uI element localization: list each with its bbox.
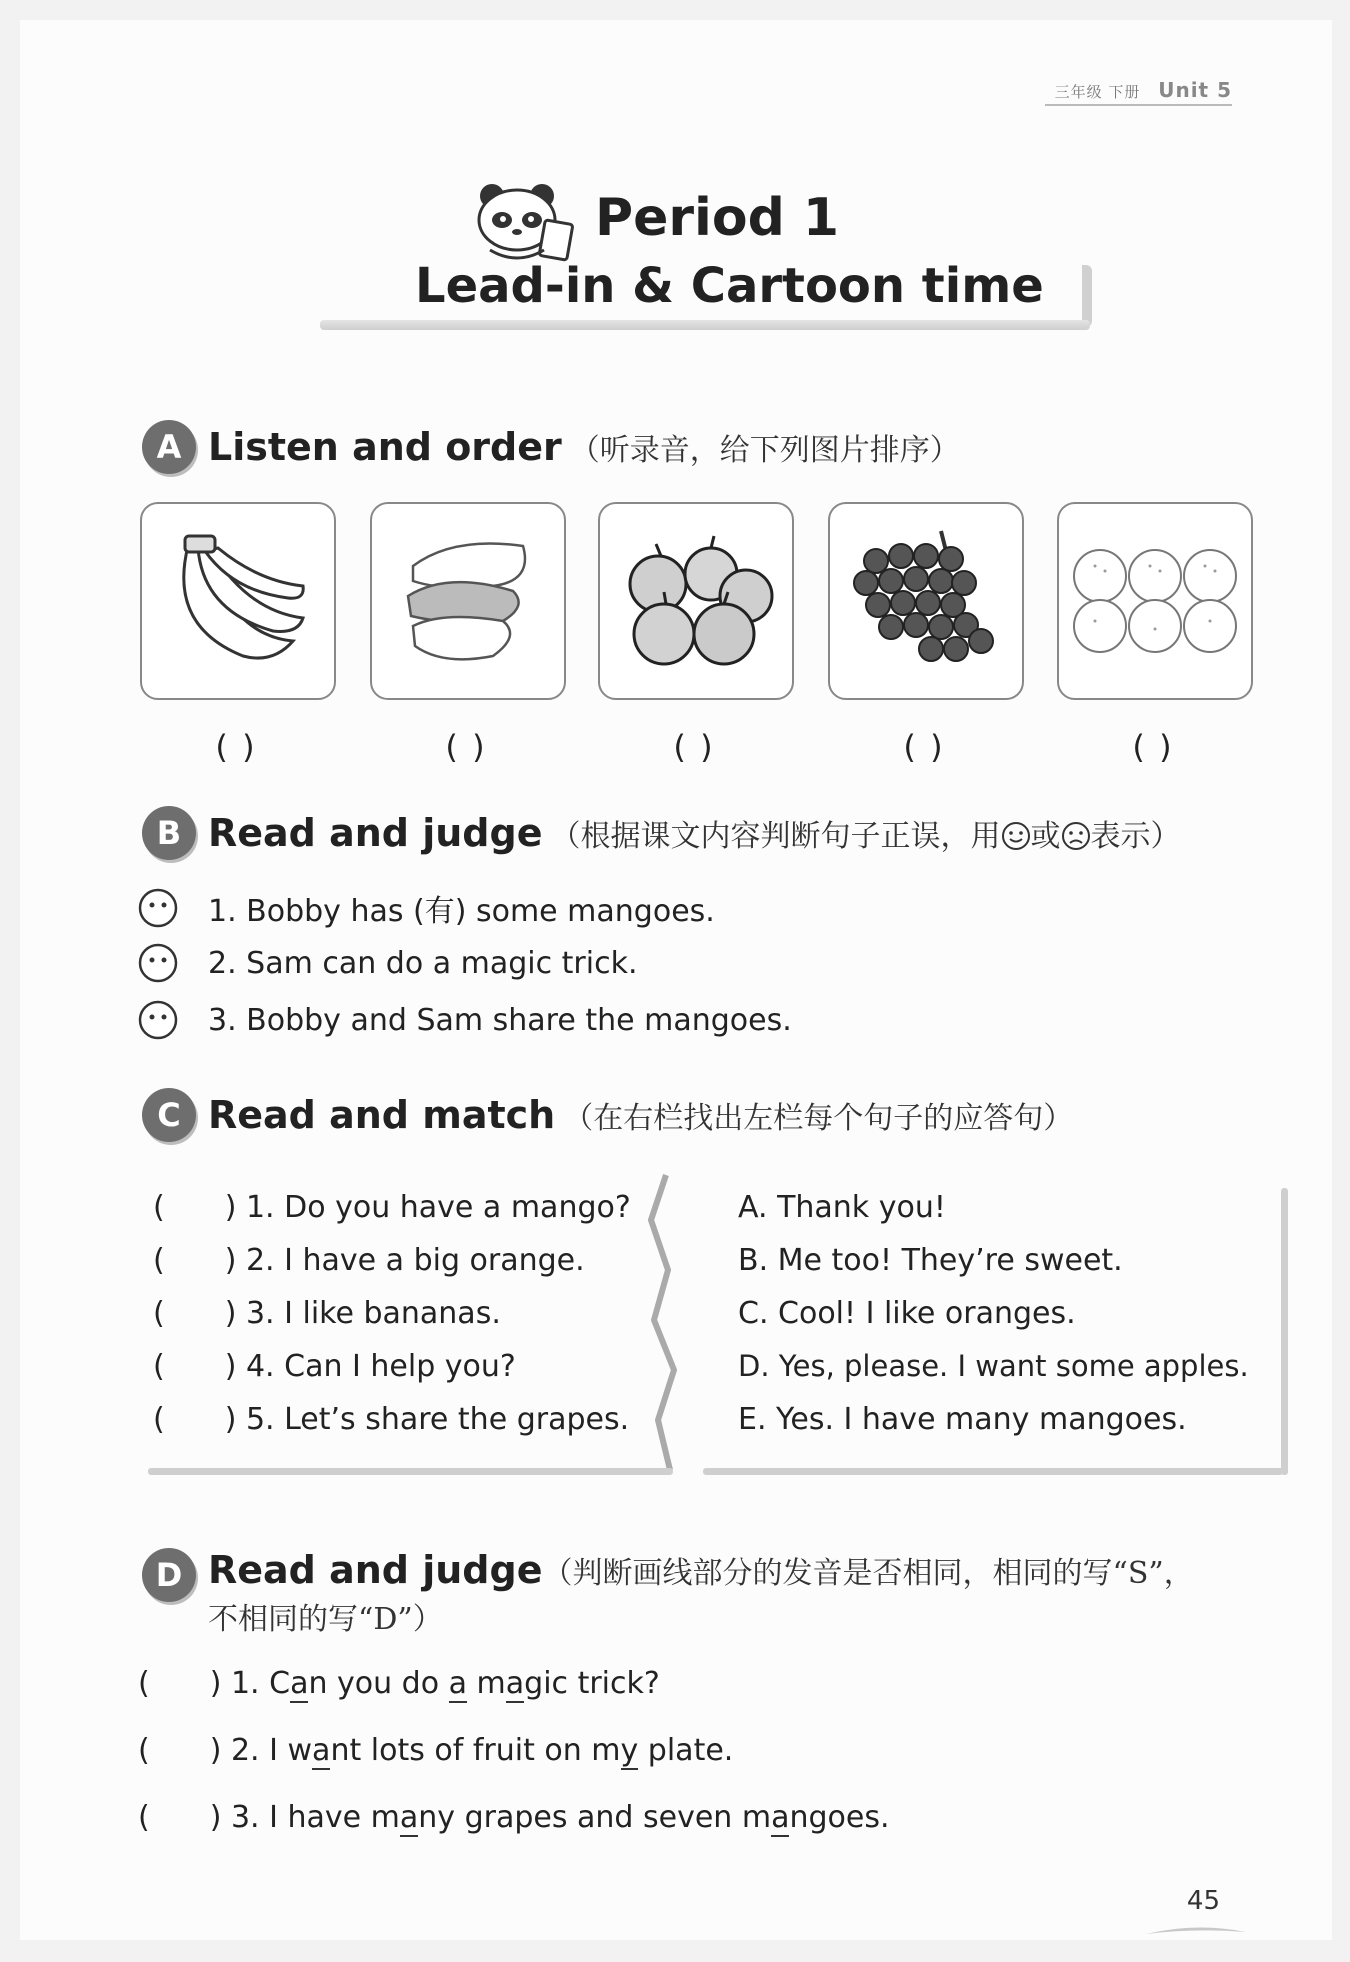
- sound-item-3[interactable]: [138, 1800, 890, 1835]
- section-d-badge: D: [142, 1548, 196, 1602]
- lesson-subtitle: Lead-in & Cartoon time: [415, 258, 1044, 314]
- match-left-item-3[interactable]: [153, 1296, 501, 1331]
- section-b-note-before: （根据课文内容判断句子正误，用: [550, 819, 1001, 854]
- match-left-item-5[interactable]: [153, 1402, 629, 1437]
- title-underline: [320, 320, 1090, 330]
- section-d-heading: [142, 1548, 1194, 1638]
- banana-icon: [163, 526, 313, 676]
- section-b-heading: [142, 806, 1181, 860]
- blank-paren: (: [138, 1666, 150, 1701]
- answer-blank[interactable]: ( ): [215, 728, 257, 766]
- section-c-title: Read and match: [208, 1093, 556, 1137]
- match-right-item-e: E. Yes. I have many mangoes.: [738, 1402, 1187, 1437]
- text-part: C: [269, 1666, 291, 1701]
- title-frame-corner: [1082, 265, 1092, 327]
- blank-paren: (: [153, 1296, 165, 1331]
- judge-item-2: [138, 943, 637, 983]
- page-number: 45: [1186, 1886, 1220, 1916]
- workbook-page: [20, 20, 1332, 1940]
- section-c-badge: C: [142, 1088, 196, 1142]
- item-prefix: ) 2.: [209, 1733, 270, 1768]
- match-right-item-c: C. Cool! I like oranges.: [738, 1296, 1076, 1331]
- item-prefix: ) 3.: [209, 1800, 270, 1835]
- match-left-text: ) 5. Let’s share the grapes.: [224, 1402, 630, 1437]
- judge-statement: 1. Bobby has (有) some mangoes.: [208, 894, 715, 929]
- header-tag: [1045, 78, 1232, 106]
- match-left-item-2[interactable]: [153, 1243, 585, 1278]
- answer-blank[interactable]: ( ): [1132, 728, 1174, 766]
- match-left-text: ) 4. Can I help you?: [224, 1349, 516, 1384]
- answer-blank[interactable]: ( ): [445, 728, 487, 766]
- unit-label: Unit 5: [1158, 78, 1232, 102]
- blank-paren: (: [153, 1190, 165, 1225]
- zigzag-divider: [646, 1170, 696, 1480]
- text-part: I w: [269, 1733, 313, 1768]
- underlined-letter: a: [399, 1800, 419, 1835]
- section-c-note: （在右栏找出左栏每个句子的应答句）: [563, 1101, 1074, 1136]
- underlined-letter: a: [312, 1733, 331, 1768]
- picture-card-grapes: [828, 502, 1024, 700]
- text-part: I have m: [269, 1800, 400, 1835]
- section-b-badge: B: [142, 806, 196, 860]
- orange-icon: [1065, 541, 1245, 661]
- apple-icon: [616, 526, 776, 676]
- section-a-title: Listen and order: [208, 425, 562, 469]
- blank-paren: (: [153, 1349, 165, 1384]
- section-d-note-line1: （判断画线部分的发音是否相同，相同的写“S”，: [542, 1556, 1194, 1591]
- picture-card-apples: [598, 502, 794, 700]
- underlined-letter: a: [505, 1666, 525, 1701]
- section-c-heading: [142, 1088, 1073, 1142]
- section-a-badge: A: [142, 420, 196, 474]
- underlined-letter: y: [620, 1733, 639, 1768]
- match-right-edge: [1281, 1188, 1288, 1475]
- match-left-item-1[interactable]: [153, 1190, 631, 1225]
- section-b-title: Read and judge: [208, 811, 543, 855]
- section-d-note-line2: 不相同的写“D”）: [208, 1602, 443, 1637]
- match-left-border: [148, 1468, 673, 1475]
- underlined-letter: a: [771, 1800, 790, 1835]
- match-left-text: ) 1. Do you have a mango?: [224, 1190, 631, 1225]
- section-d-title: Read and judge: [208, 1548, 543, 1592]
- blank-face-icon[interactable]: [138, 943, 178, 983]
- blank-paren: (: [138, 1800, 150, 1835]
- section-d-text: [208, 1548, 1194, 1638]
- underlined-letter: a: [448, 1666, 468, 1701]
- period-title: Period 1: [595, 188, 840, 248]
- grapes-icon: [846, 521, 1006, 681]
- section-a-note: （听录音，给下列图片排序）: [569, 433, 960, 468]
- picture-card-mangoes: [370, 502, 566, 700]
- answer-blank[interactable]: ( ): [673, 728, 715, 766]
- text-part: m: [467, 1666, 506, 1701]
- text-part: nt lots of fruit on m: [330, 1733, 621, 1768]
- underlined-letter: a: [290, 1666, 309, 1701]
- picture-card-oranges: [1057, 502, 1253, 700]
- sound-item-1[interactable]: [138, 1666, 660, 1701]
- sound-item-2[interactable]: [138, 1733, 733, 1768]
- judge-statement: 2. Sam can do a magic trick.: [208, 945, 638, 981]
- sad-face-icon: [1061, 821, 1091, 851]
- blank-face-icon[interactable]: [138, 888, 178, 928]
- match-left-text: ) 2. I have a big orange.: [224, 1243, 585, 1278]
- text-part: ngoes.: [789, 1800, 890, 1835]
- panda-mascot-icon: [470, 180, 580, 270]
- match-exercise: [148, 1170, 1288, 1490]
- match-right-item-b: B. Me too! They’re sweet.: [738, 1243, 1123, 1278]
- blank-paren: (: [153, 1243, 165, 1278]
- match-left-item-4[interactable]: [153, 1349, 516, 1384]
- answer-blank[interactable]: ( ): [903, 728, 945, 766]
- match-right-item-a: A. Thank you!: [738, 1190, 946, 1225]
- judge-statement: 3. Bobby and Sam share the mangoes.: [208, 1002, 792, 1038]
- picture-card-bananas: [140, 502, 336, 700]
- section-b-note-mid: 或: [1030, 819, 1061, 854]
- blank-face-icon[interactable]: [138, 1000, 178, 1040]
- section-a-heading: [142, 420, 960, 474]
- item-prefix: ) 1.: [209, 1666, 270, 1701]
- match-left-text: ) 3. I like bananas.: [224, 1296, 501, 1331]
- text-part: plate.: [638, 1733, 734, 1768]
- mango-icon: [393, 526, 543, 676]
- judge-item-1: [138, 886, 715, 930]
- section-b-note-after: 表示）: [1090, 819, 1181, 854]
- blank-paren: (: [138, 1733, 150, 1768]
- grade-label: 三年级 下册: [1054, 83, 1141, 101]
- picture-row: [140, 502, 1260, 702]
- judge-item-3: [138, 1000, 792, 1040]
- text-part: n you do: [308, 1666, 449, 1701]
- match-right-border: [703, 1468, 1283, 1475]
- page-swoosh-decoration: [1146, 1924, 1246, 1938]
- title-block: [320, 170, 1100, 340]
- match-right-item-d: D. Yes, please. I want some apples.: [738, 1349, 1249, 1383]
- text-part: ny grapes and seven m: [418, 1800, 772, 1835]
- blank-paren: (: [153, 1402, 165, 1437]
- section-b-note: [551, 811, 1181, 855]
- smile-face-icon: [1001, 821, 1031, 851]
- text-part: gic trick?: [524, 1666, 660, 1701]
